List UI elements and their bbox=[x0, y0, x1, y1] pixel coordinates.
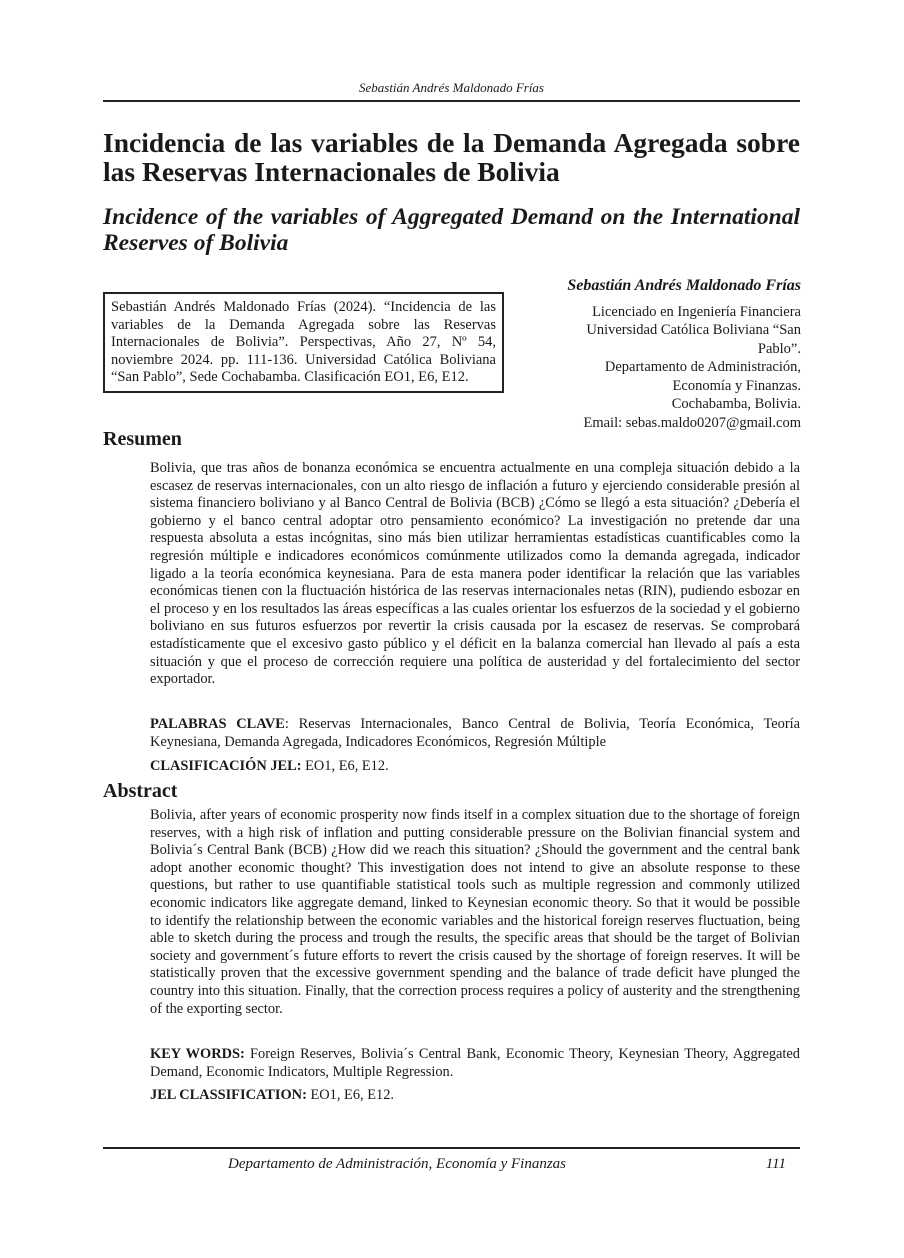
resumen-heading: Resumen bbox=[103, 428, 182, 450]
resumen-keywords bbox=[150, 716, 800, 751]
abstract-keywords-label: KEY WORDS: bbox=[150, 1046, 245, 1062]
abstract-body: Bolivia, after years of economic prosperity now finds itself in a complex situation due to the shortage of foreign reserves, with a high risk of inflation and putting considerable pressure on the Bolivian financial system and Bolivia´s Central Bank (BCB) ¿How did we reach this situation? ¿Should the government and the central bank adopt another economic thought? This investigation does not intend to give an absolute response to these questions, but rather to use quantifiable statistical tools such as multiple regression and commonly utilized economic indicators like aggregate demand, linked to Keynesian economic theory. So that it would be possible to identify the relationship between the economic variables and the historical foreign reserves fluctuation, being able to sketch during the process and trough the results, the specific areas that should be the target of Bolivian society and government´s future efforts to revert the crisis caused by the shortage of foreign reserves. It will be statistically proven that the excessive government spending and the balance of trade deficit have plunged the country into this situation. Finally, that the correction process requires a policy of austerity and the strengthening of the exporting sector. bbox=[150, 807, 800, 1017]
abstract-jel-text: EO1, E6, E12. bbox=[306, 1087, 395, 1103]
header-rule bbox=[103, 100, 800, 102]
author-degree: Licenciado en Ingeniería Financiera bbox=[592, 303, 801, 320]
running-header: Sebastián Andrés Maldonado Frías bbox=[358, 80, 544, 95]
footer-rule bbox=[103, 1147, 800, 1149]
page-number: 111 bbox=[765, 1156, 786, 1172]
citation-box: Sebastián Andrés Maldonado Frías (2024). “Incidencia de las variables de la Demanda Agregada sobre las Reservas Internacionales de Bolivia”. Perspectivas, Año 27, Nº 54, noviembre 2024. pp. 111-136. Universidad Católica Boliviana “San Pablo”, Sede Cochabamba. Clasificación EO1, E6, E12. bbox=[103, 292, 504, 393]
resumen-body: Bolivia, que tras años de bonanza económica se encuentra actualmente en una compleja situación debido a la escasez de reservas internacionales, con un alto riesgo de inflación a futuro y ejerciendo considerable presión al sistema financiero boliviano y al Banco Central de Bolivia (BCB) ¿Cómo se llegó a esta situación? ¿Debería el gobierno y el banco central adoptar otro pensamiento económico? La investigación no pretende dar una respuesta absoluta a estas incógnitas, sino más bien utilizar herramientas estadísticas cuantificables como la regresión múltiple e indicadores económicos comúnmente utilizados como la demanda agregada, indicador ligado a la teoría económica keynesiana. Para de esta manera poder identificar la relación que las variables económicas tienen con la fluctuación histórica de las reservas internacionales netas (RIN), pudiendo esbozar en el proceso y en los resultados las áreas específicas a las cuales orientar los esfuerzos de la sociedad y el gobierno boliviano en sus futuros esfuerzos por revertir la crisis causada por la escasez de reservas. Se comprobará estadísticamente que el excesivo gasto público y el déficit en la balanza comercial han llevado al país a esta situación y que el proceso de corrección requiere una política de austeridad y del fortalecimiento del sector exportador. bbox=[150, 460, 800, 688]
abstract-jel-label: JEL CLASSIFICATION: bbox=[150, 1087, 307, 1103]
title-spanish: Incidencia de las variables de la Demanda Agregada sobre las Reservas Internacionales de Bolivia bbox=[103, 127, 800, 187]
resumen-jel-text: EO1, E6, E12. bbox=[301, 758, 389, 774]
resumen-jel-label: CLASIFICACIÓN JEL: bbox=[150, 758, 302, 774]
abstract-heading: Abstract bbox=[103, 780, 178, 802]
author-city: Cochabamba, Bolivia. bbox=[671, 396, 801, 412]
author-block bbox=[501, 277, 801, 432]
resumen-keywords-label: PALABRAS CLAVE bbox=[150, 716, 285, 732]
footer-department: Departamento de Administración, Economía y Finanzas bbox=[228, 1156, 567, 1172]
author-university-line1: Universidad Católica Boliviana “San bbox=[586, 322, 801, 338]
abstract-keywords-text: Foreign Reserves, Bolivia´s Central Bank, Economic Theory, Keynesian Theory, Aggregated Demand, Economic Indicators, Multiple Regression. bbox=[150, 1046, 801, 1080]
author-department-line2: Economía y Finanzas. bbox=[672, 377, 801, 394]
abstract-keywords bbox=[150, 1046, 800, 1081]
author-name: Sebastián Andrés Maldonado Frías bbox=[567, 277, 801, 294]
author-department-line1: Departamento de Administración, bbox=[604, 359, 801, 375]
author-email: Email: sebas.maldo0207@gmail.com bbox=[583, 414, 801, 431]
resumen-keywords-text: : Reservas Internacionales, Banco Central de Bolivia, Teoría Económica, Teoría Keynesiana, Demanda Agregada, Indicadores Económicos, Regresión Múltiple bbox=[150, 716, 801, 750]
resumen-jel bbox=[150, 758, 800, 776]
abstract-jel bbox=[150, 1087, 800, 1105]
author-university-line2: Pablo”. bbox=[757, 340, 801, 357]
title-english: Incidence of the variables of Aggregated Demand on the International Reserves of Bolivia bbox=[103, 204, 800, 256]
